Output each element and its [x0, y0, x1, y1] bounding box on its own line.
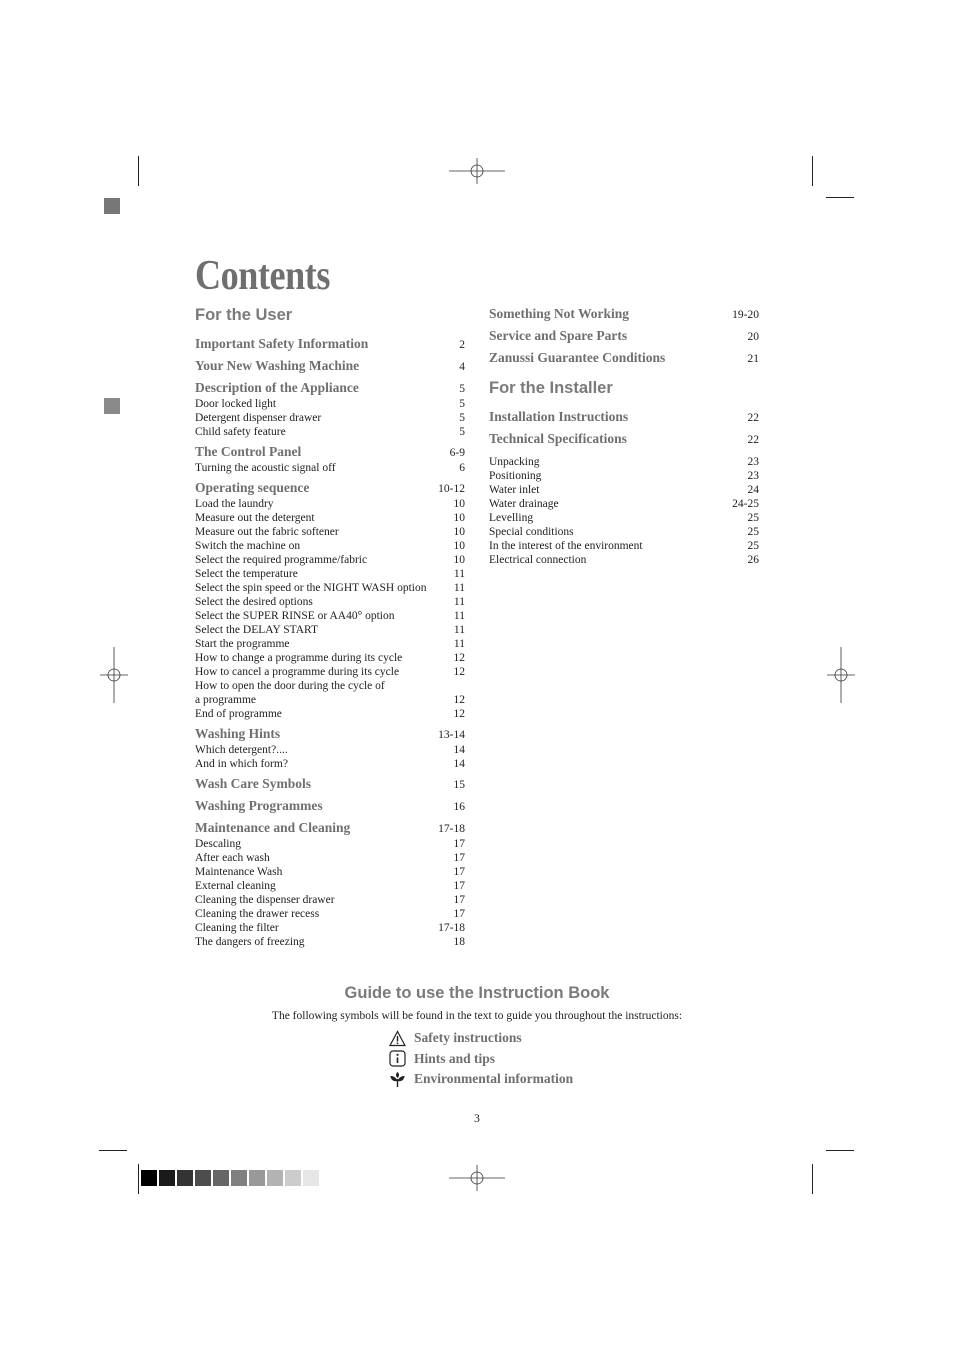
- entry-label: Special conditions: [489, 526, 574, 538]
- entry-label: Door locked light: [195, 398, 277, 410]
- entry-label: Switch the machine on: [195, 540, 301, 552]
- entry-label: Operating sequence: [195, 480, 310, 495]
- entry-page: 10: [453, 526, 465, 538]
- contents-entry: [195, 595, 465, 609]
- contents-list-user: [195, 336, 465, 949]
- contents-entry: [195, 581, 465, 595]
- entry-page: 5: [459, 426, 465, 438]
- entry-page: 25: [747, 512, 759, 524]
- entry-label: Cleaning the dispenser drawer: [195, 894, 335, 906]
- page-title: Contents: [195, 253, 331, 299]
- entry-page: 12: [453, 652, 465, 664]
- entry-page: 12: [453, 666, 465, 678]
- entry-page: 11: [453, 610, 465, 622]
- entry-page: 5: [459, 383, 465, 395]
- entry-label: The Control Panel: [195, 444, 302, 459]
- contents-entry: [195, 511, 465, 525]
- contents-section: [195, 444, 465, 461]
- entry-label: Unpacking: [489, 456, 540, 468]
- registration-mark-right: [827, 647, 855, 703]
- contents-entry: [195, 609, 465, 623]
- contents-section: [489, 431, 759, 448]
- entry-label: The dangers of freezing: [195, 936, 305, 948]
- entry-page: 4: [459, 361, 465, 373]
- entry-page: 14: [453, 744, 465, 756]
- entry-label: Washing Programmes: [195, 798, 323, 813]
- contents-entry: [195, 397, 465, 411]
- entry-label: Detergent dispenser drawer: [195, 412, 322, 424]
- entry-page: 18: [453, 936, 465, 948]
- contents-entry: [195, 461, 465, 475]
- entry-page: 22: [747, 434, 759, 446]
- entry-label: Select the DELAY START: [195, 624, 319, 636]
- entry-page: 6-9: [449, 447, 465, 459]
- entry-page: 10-12: [438, 483, 465, 495]
- contents-entry: [195, 757, 465, 771]
- contents-entry: [195, 651, 465, 665]
- entry-label: Select the temperature: [195, 568, 298, 580]
- entry-label: Maintenance and Cleaning: [195, 820, 351, 835]
- contents-section: [195, 776, 465, 793]
- guide-heading: Guide to use the Instruction Book: [344, 984, 610, 1002]
- entry-label: After each wash: [195, 852, 270, 864]
- contents-entry: [489, 539, 759, 553]
- contents-entry: [195, 851, 465, 865]
- legend-label: Hints and tips: [414, 1050, 496, 1066]
- entry-page: 24: [747, 484, 759, 496]
- entry-label: Water inlet: [489, 484, 540, 496]
- symbol-legend: [389, 1028, 573, 1090]
- registration-mark-bottom: [449, 1165, 505, 1191]
- contents-entry: [195, 539, 465, 553]
- contents-entry: [195, 665, 465, 679]
- contents-entry: [195, 525, 465, 539]
- legend-item-safety: [389, 1028, 573, 1049]
- contents-entry: [195, 553, 465, 567]
- entry-page: 11: [453, 568, 465, 580]
- entry-page: 17-18: [438, 823, 465, 835]
- legend-item-environment: [389, 1069, 573, 1090]
- contents-entry: [489, 553, 759, 567]
- entry-page: 17: [453, 838, 465, 850]
- contents-entry: [195, 935, 465, 949]
- entry-label: Turning the acoustic signal off: [195, 462, 336, 474]
- contents-list-installer: [489, 409, 759, 567]
- entry-page: 10: [453, 540, 465, 552]
- contents-section: [489, 350, 759, 367]
- entry-label: External cleaning: [195, 880, 276, 892]
- entry-page: 10: [453, 554, 465, 566]
- contents-section: [489, 328, 759, 345]
- entry-page: 22: [747, 412, 759, 424]
- entry-label: Important Safety Information: [195, 336, 369, 351]
- entry-label: Zanussi Guarantee Conditions: [489, 350, 666, 365]
- entry-label: Start the programme: [195, 638, 290, 650]
- entry-page: 2: [459, 339, 465, 351]
- entry-page: 10: [453, 512, 465, 524]
- entry-page: 16: [453, 801, 465, 813]
- entry-page: 5: [459, 398, 465, 410]
- contents-entry: [195, 837, 465, 851]
- entry-page: 17: [453, 866, 465, 878]
- contents-section: [195, 380, 465, 397]
- entry-page: 10: [453, 498, 465, 510]
- entry-page: 25: [747, 540, 759, 552]
- entry-label: Description of the Appliance: [195, 380, 359, 395]
- contents-entry: [195, 921, 465, 935]
- entry-page: 11: [453, 638, 465, 650]
- entry-page: 6: [459, 462, 465, 474]
- entry-label: Something Not Working: [489, 306, 630, 321]
- entry-label: Technical Specifications: [489, 431, 627, 446]
- entry-page: 23: [747, 456, 759, 468]
- entry-page: 11: [453, 596, 465, 608]
- contents-entry: [489, 497, 759, 511]
- entry-label: Which detergent?....: [195, 744, 288, 756]
- entry-label: Cleaning the drawer recess: [195, 908, 320, 920]
- entry-page: 26: [747, 554, 759, 566]
- entry-label: Levelling: [489, 512, 534, 524]
- entry-page: 20: [747, 331, 759, 343]
- entry-page: 17: [453, 894, 465, 906]
- contents-entry: [195, 879, 465, 893]
- entry-page: 5: [459, 412, 465, 424]
- guide-intro: The following symbols will be found in the text to guide you throughout the instructions:: [271, 1010, 683, 1022]
- legend-label: Safety instructions: [414, 1030, 522, 1046]
- entry-label: Your New Washing Machine: [195, 358, 360, 373]
- entry-page: 13-14: [438, 729, 465, 741]
- entry-label: How to open the door during the cycle of: [195, 680, 385, 692]
- contents-entry: [489, 525, 759, 539]
- entry-page: 25: [747, 526, 759, 538]
- entry-label: Maintenance Wash: [195, 866, 283, 878]
- contents-entry: [195, 411, 465, 425]
- contents-entry: [195, 907, 465, 921]
- entry-page: 14: [453, 758, 465, 770]
- entry-label: a programme: [195, 694, 256, 706]
- entry-label: Cleaning the filter: [195, 922, 279, 934]
- entry-label: Select the required programme/fabric: [195, 554, 368, 566]
- entry-page: 11: [453, 582, 465, 594]
- entry-page: 15: [453, 779, 465, 791]
- entry-label: How to cancel a programme during its cycle: [195, 666, 400, 678]
- contents-section: [195, 726, 465, 743]
- contents-entry: [489, 455, 759, 469]
- entry-label: Positioning: [489, 470, 542, 482]
- entry-page: 17: [453, 880, 465, 892]
- page-number: 3: [474, 1113, 480, 1125]
- contents-section: [195, 358, 465, 375]
- registration-mark-left: [100, 647, 128, 703]
- legend-item-hints: [389, 1049, 573, 1070]
- entry-label: Select the SUPER RINSE or AA40° option: [195, 610, 395, 622]
- contents-section: [195, 798, 465, 815]
- registration-mark-top: [449, 158, 505, 184]
- entry-label: Installation Instructions: [489, 409, 629, 424]
- entry-page: 21: [747, 353, 759, 365]
- entry-label: Load the laundry: [195, 498, 274, 510]
- contents-entry: [195, 893, 465, 907]
- contents-entry: [195, 865, 465, 879]
- section-heading-installer: For the Installer: [489, 379, 613, 397]
- contents-entry: [195, 497, 465, 511]
- entry-page: 12: [453, 694, 465, 706]
- color-calibration-bar: [141, 1170, 319, 1186]
- contents-entry: [489, 469, 759, 483]
- contents-entry: [195, 567, 465, 581]
- info-icon: [389, 1050, 406, 1067]
- entry-page: 11: [453, 624, 465, 636]
- entry-label: Electrical connection: [489, 554, 587, 566]
- contents-section: [489, 409, 759, 426]
- entry-label: In the interest of the environment: [489, 540, 643, 552]
- legend-label: Environmental information: [414, 1071, 574, 1087]
- entry-label: How to change a programme during its cycle: [195, 652, 403, 664]
- contents-entry: [195, 425, 465, 439]
- entry-page: 23: [747, 470, 759, 482]
- entry-label: Descaling: [195, 838, 241, 850]
- contents-entry: [195, 707, 465, 721]
- entry-page: 17: [453, 852, 465, 864]
- entry-page: 19-20: [732, 309, 759, 321]
- contents-entry: [195, 637, 465, 651]
- contents-list-general: [489, 306, 759, 367]
- contents-section: [195, 820, 465, 837]
- leaf-flower-icon: [389, 1071, 406, 1088]
- contents-entry: [195, 623, 465, 637]
- contents-entry: [489, 511, 759, 525]
- contents-section: [489, 306, 759, 323]
- entry-label: Washing Hints: [195, 726, 281, 741]
- entry-label: Water drainage: [489, 498, 559, 510]
- entry-page: 24-25: [732, 498, 759, 510]
- contents-entry: [195, 743, 465, 757]
- entry-label: Wash Care Symbols: [195, 776, 312, 791]
- entry-page: 17: [453, 908, 465, 920]
- contents-section: [195, 336, 465, 353]
- entry-label: Select the spin speed or the NIGHT WASH option: [195, 582, 427, 594]
- contents-entry: [195, 693, 465, 707]
- entry-page: 12: [453, 708, 465, 720]
- entry-label: Select the desired options: [195, 596, 313, 608]
- entry-label: Measure out the detergent: [195, 512, 315, 524]
- section-heading-user: For the User: [195, 306, 293, 324]
- warning-triangle-icon: [389, 1030, 406, 1047]
- entry-page: 17-18: [438, 922, 465, 934]
- entry-label: Service and Spare Parts: [489, 328, 628, 343]
- entry-label: End of programme: [195, 708, 282, 720]
- contents-entry: [195, 679, 465, 693]
- contents-entry: [489, 483, 759, 497]
- entry-label: And in which form?: [195, 758, 288, 770]
- entry-label: Measure out the fabric softener: [195, 526, 339, 538]
- contents-section: [195, 480, 465, 497]
- entry-label: Child safety feature: [195, 426, 286, 438]
